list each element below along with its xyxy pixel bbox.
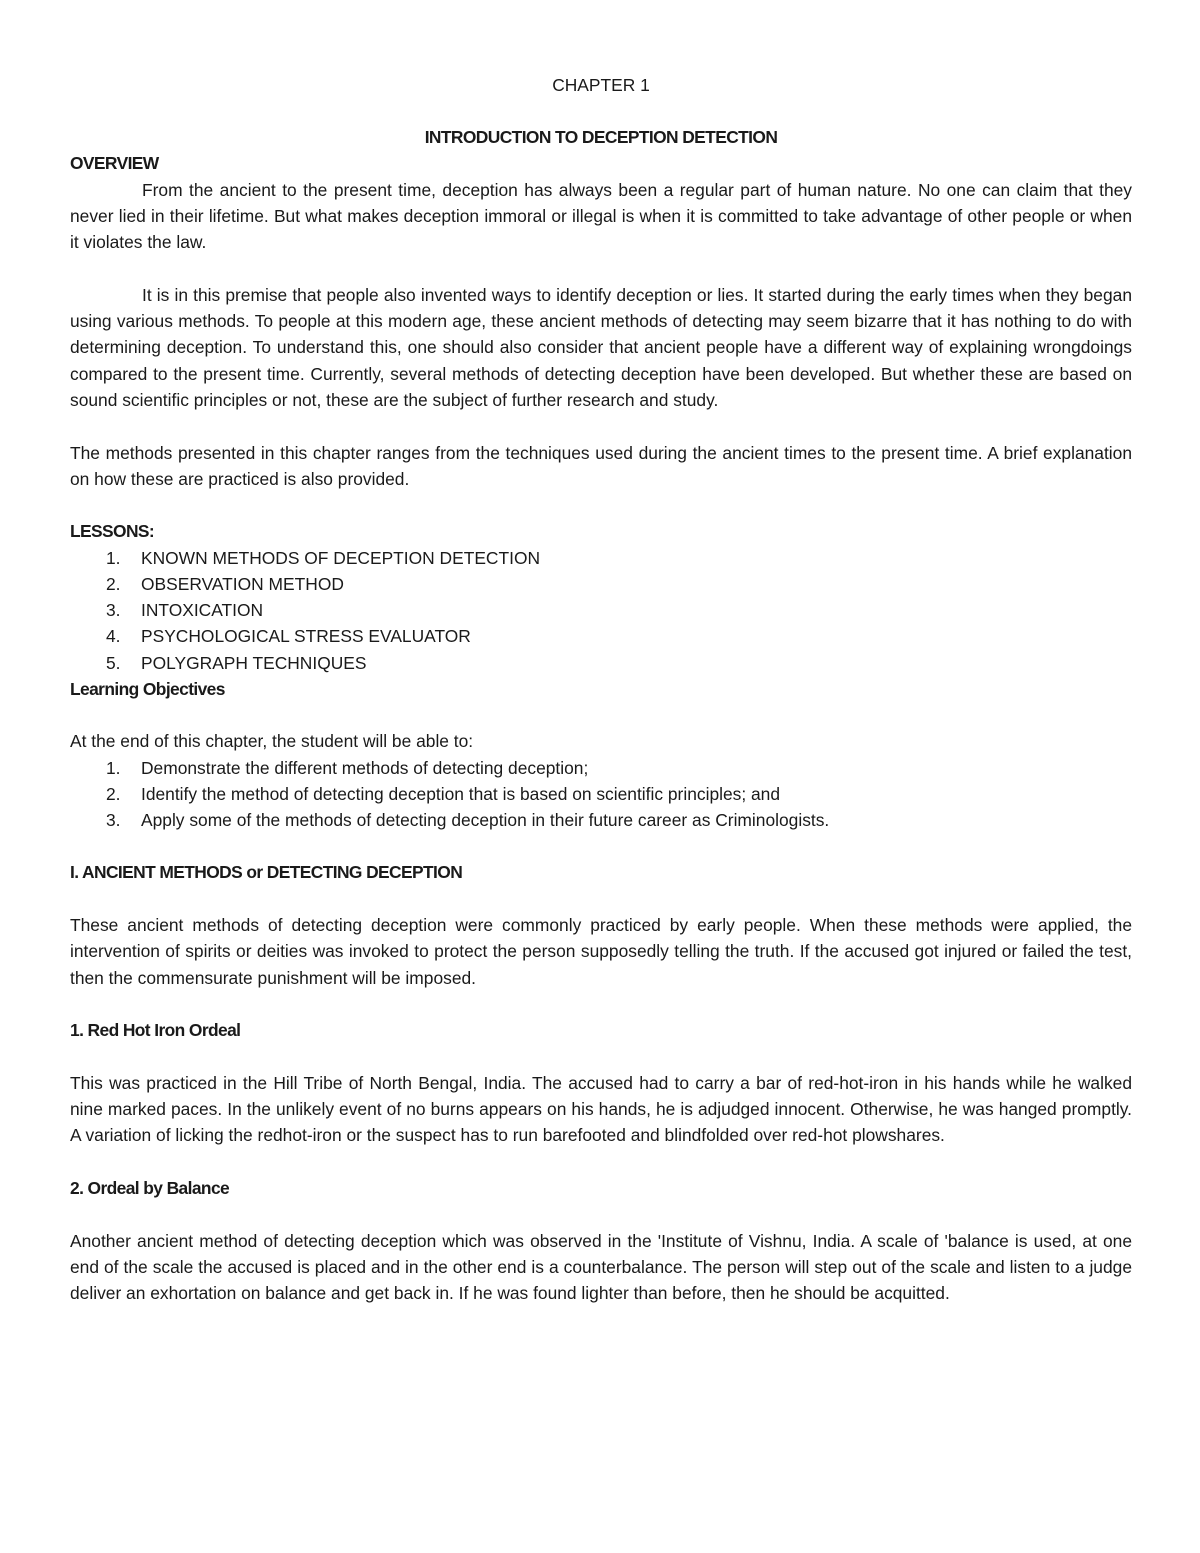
list-item-text: Apply some of the methods of detecting deception in their future career as Criminologists. [141,809,830,830]
list-item [70,597,1132,623]
list-item-text: Demonstrate the different methods of detecting deception; [141,757,589,778]
spacer [70,255,1132,281]
document-title: INTRODUCTION TO DECEPTION DETECTION [424,127,778,147]
chapter-label: CHAPTER 1 [552,75,650,95]
objectives-intro: At the end of this chapter, the student will be able to: [70,731,474,752]
list-number: 2. [106,783,121,804]
list-item-text: OBSERVATION METHOD [141,573,344,594]
overview-paragraph: The methods presented in this chapter ranges from the techniques used during the ancient times to the present time. A brief explanation on how these are practiced is also provided. [70,442,1132,489]
objectives-heading: Learning Objectives [70,678,225,699]
document-page [70,72,1132,1306]
spacer [70,1044,1132,1070]
spacer [70,886,1132,912]
spacer [70,1201,1132,1227]
list-item [70,755,1132,781]
list-item-text: POLYGRAPH TECHNIQUES [141,652,367,673]
list-item [70,545,1132,571]
list-item [70,650,1132,676]
list-item-text: PSYCHOLOGICAL STRESS EVALUATOR [141,626,471,647]
subsection-heading: 1. Red Hot Iron Ordeal [70,1020,241,1041]
spacer [70,492,1132,518]
list-item-text: Identify the method of detecting deception that is based on scientific principles; and [141,783,781,804]
list-number: 5. [106,652,121,673]
section-heading: I. ANCIENT METHODS or DETECTING DECEPTION [70,862,463,883]
list-number: 1. [106,757,121,778]
list-number: 3. [106,600,121,621]
list-item-text: KNOWN METHODS OF DECEPTION DETECTION [141,547,541,568]
list-number: 4. [106,626,121,647]
list-item [70,807,1132,833]
list-number: 1. [106,547,121,568]
spacer [70,98,1132,124]
subsection-paragraph: Another ancient method of detecting deception which was observed in the 'Institute of Vishnu, India. A scale of 'balance is used, at one end of the scale the accused is placed and in the other end is a counterbalance. The person will step out of the scale and listen to a judge deliver an exhortation on balance and get back in. If he was found lighter than before, then he should be acquitted. [70,1230,1132,1304]
overview-paragraph: It is in this premise that people also invented ways to identify deception or lies. It started during the early times when they began using various methods. To people at this modern age, these ancient methods of detecting may seem bizarre that it has nothing to do with determining deception. To understand this, one should also consider that ancient people have a different way of explaining wrongdoings compared to the present time. Currently, several methods of detecting deception have been developed. But whether these are based on sound scientific principles or not, these are the subject of further research and study. [70,284,1132,410]
list-item-text: INTOXICATION [141,600,264,621]
spacer [70,702,1132,728]
objectives-list [70,755,1132,834]
overview-heading: OVERVIEW [70,153,159,174]
list-number: 3. [106,809,121,830]
subsection-paragraph: This was practiced in the Hill Tribe of North Bengal, India. The accused had to carry a bar of red-hot-iron in his hands while he walked nine marked paces. In the unlikely event of no burns appears on his hands, he is adjudged innocent. Otherwise, he was hanged promptly. A variation of licking the redhot-iron or the suspect has to run barefooted and blindfolded over red-hot plowshares. [70,1072,1132,1146]
spacer [70,833,1132,859]
list-item [70,571,1132,597]
list-item [70,781,1132,807]
list-number: 2. [106,573,121,594]
section-paragraph: These ancient methods of detecting deception were commonly practiced by early people. When these methods were applied, the intervention of spirits or deities was invoked to protect the person supposedly telling the truth. If the accused got injured or failed the test, then the commensurate punishment will be imposed. [70,915,1132,988]
lessons-heading: LESSONS: [70,521,155,542]
spacer [70,1149,1132,1175]
spacer [70,413,1132,439]
lessons-list [70,545,1132,676]
subsection-heading: 2. Ordeal by Balance [70,1178,230,1198]
spacer [70,991,1132,1017]
list-item [70,623,1132,649]
overview-paragraph: From the ancient to the present time, deception has always been a regular part of human nature. No one can claim that they never lied in their lifetime. But what makes deception immoral or illegal is when it is committed to take advantage of other people or when it violates the law. [70,179,1132,253]
